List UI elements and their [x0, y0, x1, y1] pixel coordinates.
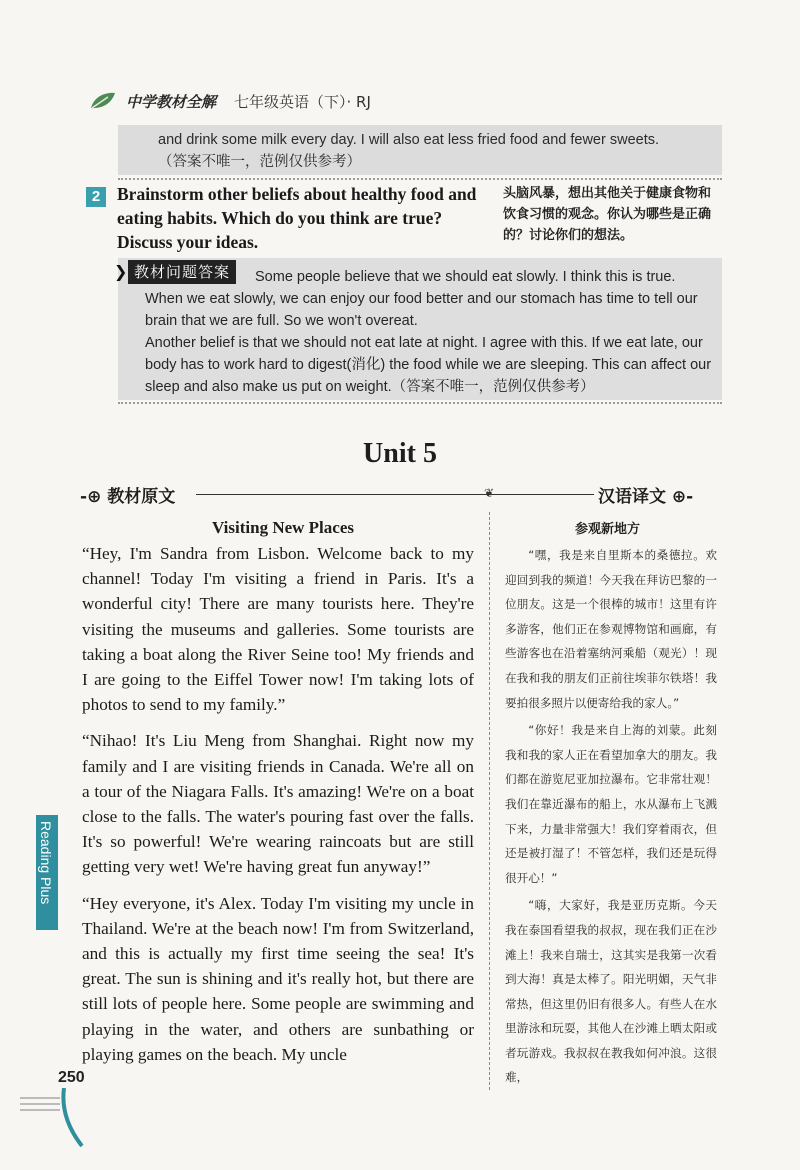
section-rule — [196, 494, 594, 495]
answer-tag: 教材问题答案 — [128, 260, 236, 284]
page-header — [88, 88, 371, 114]
english-title: Visiting New Places — [212, 518, 354, 537]
previous-answer-note: （答案不唯一，范例仅供参考） — [158, 154, 361, 170]
unit-title: Unit 5 — [363, 438, 437, 469]
english-paragraph: “Hey everyone, it's Alex. Today I'm visiting my uncle in Thailand. We're at the beach now! I'm from Switzerland, and this is actually my first time seeing the sea! It's great. The sun is shining and it's really hot, but there are still lots of people here. Some people are swimming and playing in the water, and others are sunbathing or playing games on the beach. My uncle — [82, 893, 474, 1064]
section-label-translation: 汉语译文 ⊕- — [598, 487, 694, 507]
circle-down-icon: ⊕ — [87, 487, 102, 507]
english-text — [82, 541, 474, 1078]
circle-down-icon: ⊕ — [671, 487, 687, 507]
divider — [118, 178, 722, 180]
page-corner-decoration-icon — [20, 1088, 90, 1148]
answer-paragraph-1: Some people believe that we should eat slowly. I think this is true. When we eat slowly, we can enjoy our food better and our stomach has time to tell our brain that we are full. So we won't overeat. — [145, 269, 698, 329]
question-english: Brainstorm other beliefs about healthy food and eating habits. Which do you think are true? Discuss your ideas. — [117, 184, 477, 252]
leaf-logo-icon — [88, 90, 118, 112]
side-tab-label: Reading Plus — [38, 821, 54, 905]
chinese-paragraph: “嗨，大家好，我是亚历克斯。今天我在泰国看望我的叔叔，现在我们正在沙滩上！我来自瑞士，这其实是我第一次看到大海！真是太棒了。阳光明媚，天气非常热，但这里仍旧有很多人。有些人在水里游泳和玩耍，其他人在沙滩上晒太阳或者玩游戏。我叔叔在教我如何冲浪。这很难， — [505, 898, 717, 1085]
chinese-paragraph: “嘿，我是来自里斯本的桑德拉。欢迎回到我的频道！今天我在拜访巴黎的一位朋友。这是一个很棒的城市！这里有许多游客，他们正在参观博物馆和画廊，有些游客也在沿着塞纳河乘船（观光）！现在我和我的朋友们正前往埃菲尔铁塔！我要拍很多照片以便寄给我的家人。” — [505, 548, 717, 710]
question-number-badge: 2 — [86, 187, 106, 207]
english-paragraph: “Hey, I'm Sandra from Lisbon. Welcome back to my channel! Today I'm visiting a friend in Paris. It's a wonderful city! There are many tourists here. They're visiting the museums and galleries. Some tourists are taking a boat along the River Seine too! My friends and I are going to the Eiffel Tower now! I'm taking lots of photos to send to my family.” — [82, 544, 474, 715]
previous-answer-box — [118, 125, 722, 175]
chinese-text — [505, 543, 717, 1093]
question-chinese: 头脑风暴，想出其他关于健康食物和饮食习惯的观念。你认为哪些是正确的？讨论你们的想法。 — [503, 186, 712, 243]
english-paragraph: “Nihao! It's Liu Meng from Shanghai. Right now my family and I are visiting friends in Canada. We're all on a tour of the Niagara Falls. It's amazing! We're on a boat close to the falls. The water's pouring fast over the falls. It's so powerful! We're wearing raincoats but are still getting very wet! We're having great fun anyway!” — [82, 731, 474, 877]
arrow-right-icon: ❯ — [114, 262, 128, 281]
column-divider — [489, 512, 490, 1090]
divider — [118, 402, 722, 404]
answer-text — [145, 266, 715, 398]
ornament-icon: ❦ — [484, 486, 495, 500]
previous-answer-text: and drink some milk every day. I will also eat less fried food and fewer sweets. — [158, 132, 660, 148]
grade-label: 七年级英语（下）· RJ — [234, 92, 371, 111]
chinese-paragraph: “你好！我是来自上海的刘蒙。此刻我和我的家人正在看望加拿大的朋友。我们都在游览尼亚加拉瀑布。它非常壮观！我们在靠近瀑布的船上，水从瀑布上飞溅下来，力量非常强大！我们穿着雨衣，但还是被打湿了！不管怎样，我们还是玩得很开心！” — [505, 723, 717, 885]
answer-paragraph-2: Another belief is that we should not eat late at night. I agree with this. If we eat late, our body has to work hard to digest(消化) the food while we are sleeping. This can affect our sleep and also make us put on weight.（答案不唯一，范例仅供参考） — [145, 335, 712, 395]
page-number: 250 — [58, 1069, 85, 1086]
book-title: 中学教材全解 — [126, 92, 217, 111]
chinese-title: 参观新地方 — [574, 522, 640, 537]
side-tab — [36, 815, 58, 930]
section-label-original: -⊕ 教材原文 — [80, 487, 176, 507]
